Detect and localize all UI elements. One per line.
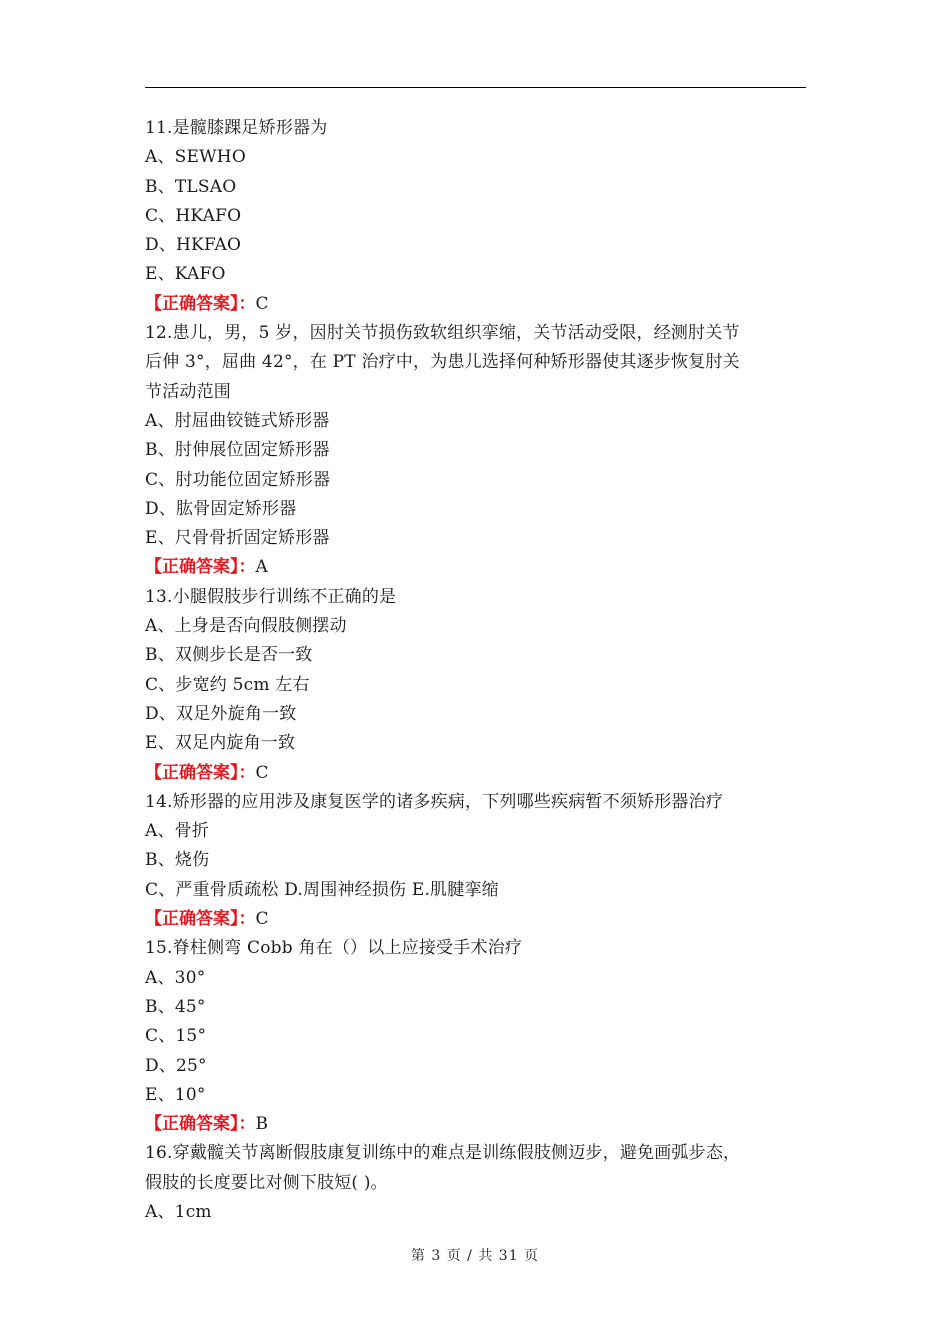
option-a: A、30° — [145, 967, 206, 988]
correct-answer — [145, 759, 806, 788]
answer-value: B — [255, 1114, 268, 1135]
answer-value: A — [255, 557, 268, 578]
question-stem: 14.矫形器的应用涉及康复医学的诸多疾病，下列哪些疾病暂不须矫形器治疗 — [145, 791, 724, 812]
answer-label: 【正确答案】： — [145, 557, 256, 578]
question-stem-line: 假肢的长度要比对侧下肢短( )。 — [145, 1172, 388, 1193]
answer-label: 【正确答案】： — [145, 1114, 256, 1135]
option-a: A、肘屈曲铰链式矫形器 — [145, 410, 330, 431]
option-b: B、TLSAO — [145, 176, 237, 197]
option-a: A、SEWHO — [145, 147, 246, 168]
option-e: E、10° — [145, 1084, 206, 1105]
option-b: B、45° — [145, 996, 206, 1017]
option-e: E、尺骨骨折固定矫形器 — [145, 528, 330, 549]
option-d: D、25° — [145, 1055, 207, 1076]
answer-value: C — [255, 762, 269, 783]
option-a: A、1cm — [145, 1201, 212, 1222]
answer-label: 【正确答案】： — [145, 293, 256, 314]
question-stem-line: 16.穿戴髋关节离断假肢康复训练中的难点是训练假肢侧迈步，避免画弧步态， — [145, 1143, 741, 1164]
question-stem: 15.脊柱侧弯 Cobb 角在（）以上应接受手术治疗 — [145, 938, 523, 959]
option-b: B、烧伤 — [145, 850, 210, 871]
header-rule — [145, 87, 806, 88]
option-c: C、15° — [145, 1026, 207, 1047]
answer-label: 【正确答案】： — [145, 909, 256, 930]
question-stem-line: 节活动范围 — [145, 381, 231, 402]
option-b: B、肘伸展位固定矫形器 — [145, 440, 330, 461]
option-d: D、双足外旋角一致 — [145, 703, 297, 724]
answer-label: 【正确答案】： — [145, 762, 256, 783]
page-footer: 第 3 页 / 共 31 页 — [410, 1248, 540, 1264]
question-stem-line: 12.患儿，男，5 岁，因肘关节损伤致软组织挛缩，关节活动受限，经测肘关节 — [145, 323, 740, 344]
question-list — [145, 114, 806, 1227]
option-e: E、双足内旋角一致 — [145, 733, 296, 754]
option-a: A、上身是否向假肢侧摆动 — [145, 616, 347, 637]
question-stem-line: 后伸 3°，屈曲 42°，在 PT 治疗中，为患儿选择何种矫形器使其逐步恢复肘关 — [145, 352, 740, 373]
answer-value: C — [255, 909, 269, 930]
option-b: B、双侧步长是否一致 — [145, 645, 313, 666]
correct-answer — [145, 290, 806, 319]
answer-value: C — [255, 293, 269, 314]
correct-answer — [145, 905, 806, 934]
correct-answer — [145, 553, 806, 582]
option-c: C、步宽约 5cm 左右 — [145, 674, 310, 695]
option-a: A、骨折 — [145, 821, 210, 842]
question-stem: 13.小腿假肢步行训练不正确的是 — [145, 586, 397, 607]
option-c: C、肘功能位固定矫形器 — [145, 469, 331, 490]
option-c: C、HKAFO — [145, 205, 242, 226]
option-c: C、严重骨质疏松 D.周围神经损伤 E.肌腱挛缩 — [145, 879, 499, 900]
option-d: D、肱骨固定矫形器 — [145, 498, 297, 519]
option-e: E、KAFO — [145, 264, 226, 285]
question-stem: 11.是髋膝踝足矫形器为 — [145, 118, 328, 138]
correct-answer — [145, 1110, 806, 1139]
option-d: D、HKFAO — [145, 235, 242, 256]
